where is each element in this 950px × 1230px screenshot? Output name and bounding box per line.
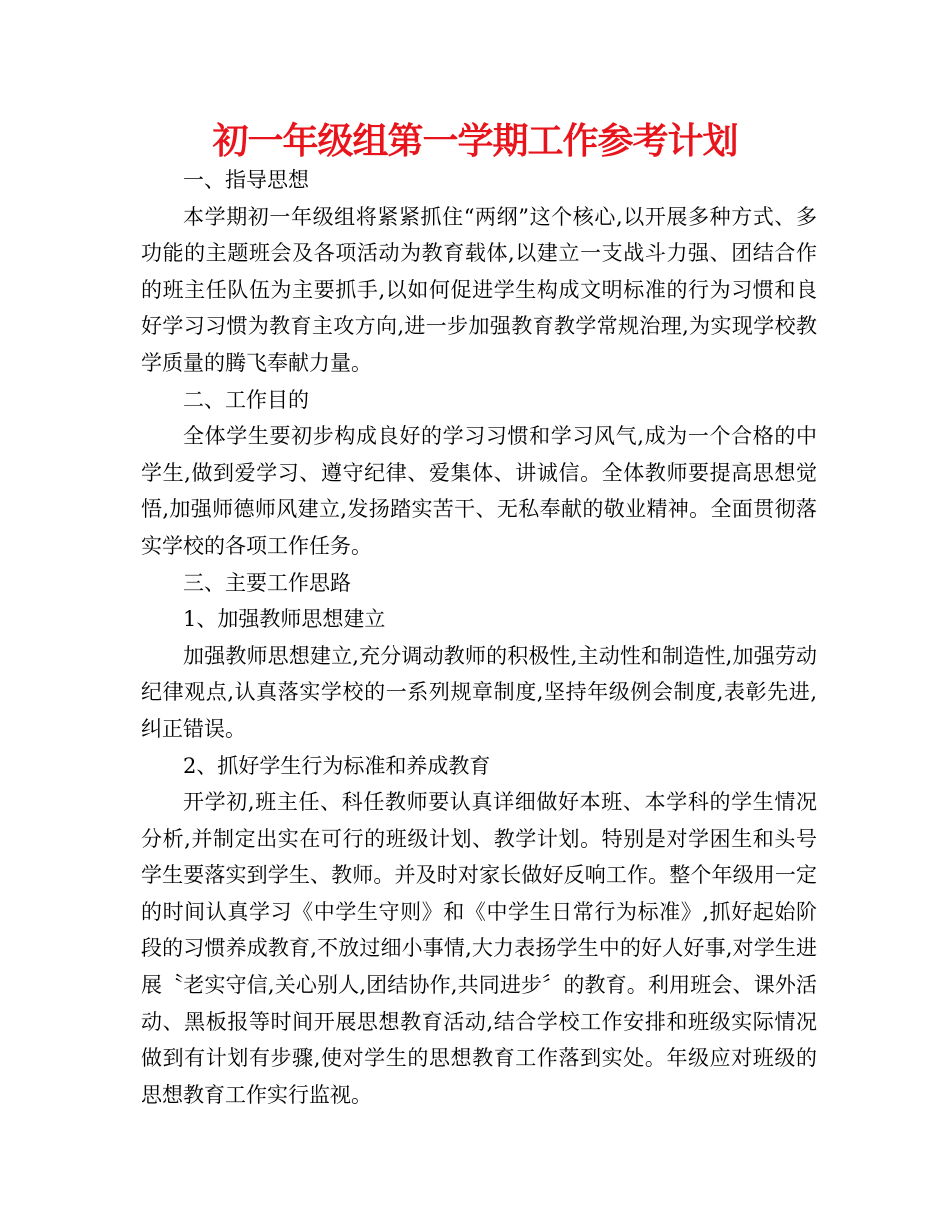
paragraph-teacher-ideology: 加强教师思想建立,充分调动教师的积极性,主动性和制造性,加强劳动纪律观点,认真落实学校的一系列规章制度,坚持年级例会制度,表彰先进,纠正错误。 (141, 643, 817, 741)
subheading-2: 2、抓好学生行为标准和养成教育 (183, 753, 491, 778)
document-body (141, 162, 817, 1113)
paragraph-guiding-ideology: 本学期初一年级组将紧紧抓住“两纲”这个核心,以开展多种方式、多功能的主题班会及各项活动为教育载体,以建立一支战斗力强、团结合作的班主任队伍为主要抓手,以如何促进学生构成文明标准的行为习惯和良好学习习惯为教育主攻方向,进一步加强教育教学常规治理,为实现学校教学质量的腾飞奉献力量。 (141, 204, 817, 375)
subheading-1: 1、加强教师思想建立 (183, 607, 386, 632)
section-heading-1: 一、指导思想 (183, 168, 309, 192)
section-heading-2: 二、工作目的 (183, 387, 309, 412)
section-heading-3: 三、主要工作思路 (183, 570, 351, 595)
paragraph-student-behavior: 开学初,班主任、科任教师要认真详细做好本班、本学科的学生情况分析,并制定出实在可行的班级计划、教学计划。特别是对学困生和头号学生要落实到学生、教师。并及时对家长做好反响工作。整个年级用一定的时间认真学习《中学生守则》和《中学生日常行为标准》,抓好起始阶段的习惯养成教育,不放过细小事情,大力表扬学生中的好人好事,对学生进展〝老实守信,关心别人,团结协作,共同进步〞的教育。利用班会、课外活动、黑板报等时间开展思想教育活动,结合学校工作安排和班级实际情况做到有计划有步骤,使对学生的思想教育工作落到实处。年级应对班级的思想教育工作实行监视。 (141, 790, 817, 1107)
document-title: 初一年级组第一学期工作参考计划 (212, 121, 738, 162)
paragraph-work-goals: 全体学生要初步构成良好的学习习惯和学习风气,成为一个合格的中学生,做到爱学习、遵守纪律、爱集体、讲诚信。全体教师要提高思想觉悟,加强师德师风建立,发扬踏实苦干、无私奉献的敬业精神。全面贯彻落实学校的各项工作任务。 (141, 424, 817, 558)
